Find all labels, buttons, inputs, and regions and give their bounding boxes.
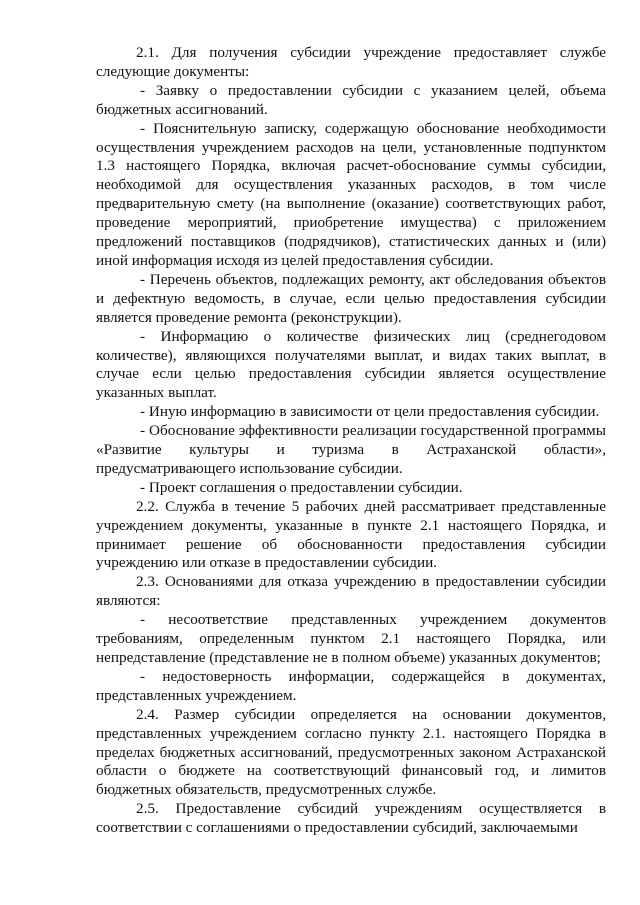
paragraph-2-5: 2.5. Предоставление субсидий учреждениям осуществляется в соответствии с соглашениями о предоставлении субсидий, заключаемыми — [96, 800, 606, 837]
paragraph-2-3: 2.3. Основаниями для отказа учреждению в предоставлении субсидии являются: — [96, 573, 606, 610]
document-body — [96, 44, 606, 838]
paragraph-2-1-persons-info: - Информацию о количестве физических лиц (среднегодовом количестве), являющихся получателями выплат, и видах таких выплат, в случае если целью предоставления субсидии является осуществление указанных выплат. — [96, 327, 606, 402]
paragraph-2-1-other-info: - Иную информацию в зависимости от цели предоставления субсидии. — [140, 403, 600, 421]
paragraph-2-3-nonconformity: - несоответствие представленных учреждением документов требованиям, определенным пунктом 2.1 настоящего Порядка, или непредставление (представление не в полном объеме) указанных документов; — [96, 611, 606, 666]
paragraph-2-4: 2.4. Размер субсидии определяется на основании документов, представленных учреждением согласно пункту 2.1. настоящего Порядка в пределах бюджетных ассигнований, предусмотренных законом Астраханской области о бюджете на соответствующий финансовый год, и лимитов бюджетных обязательств, предусмотренных службе. — [96, 705, 606, 799]
paragraph-2-1-objects-list: - Перечень объектов, подлежащих ремонту, акт обследования объектов и дефектную ведомость, в случае, если целью предоставления субсидии является проведение ремонта (реконструкции). — [96, 270, 606, 326]
paragraph-2-2: 2.2. Служба в течение 5 рабочих дней рассматривает представленные учреждением документы, указанные в пункте 2.1 настоящего Порядка, и принимает решение об обоснованности предоставления субсидии учреждению или отказе в предоставлении субсидии. — [96, 497, 606, 572]
paragraph-2-1-agreement-draft: - Проект соглашения о предоставлении субсидии. — [140, 478, 463, 496]
paragraph-2-1-application: - Заявку о предоставлении субсидии с указанием целей, объема бюджетных ассигнований. — [96, 81, 606, 118]
paragraph-2-1-explanatory-note: - Пояснительную записку, содержащую обоснование необходимости осуществления учреждением расходов на цели, установленные подпунктом 1.3 настоящего Порядка, включая расчет-обоснование суммы субсидии, необходимой для осуществления указанных расходов, в том числе предварительную смету (на выполнение (оказание) соответствующих работ, проведение мероприятий, приобретение имущества) с приложением предложений поставщиков (подрядчиков), статистических данных и (или) иной информация исходя из целей предоставления субсидии. — [96, 119, 606, 269]
paragraph-2-3-unreliability: - недостоверность информации, содержащейся в документах, представленных учреждением. — [96, 667, 606, 704]
paragraph-2-1-efficiency: - Обоснование эффективности реализации государственной программы «Развитие культуры и туризма в Астраханской области», предусматривающего использование субсидии. — [96, 422, 606, 477]
paragraph-2-1: 2.1. Для получения субсидии учреждение предоставляет службе следующие документы: — [96, 44, 606, 80]
